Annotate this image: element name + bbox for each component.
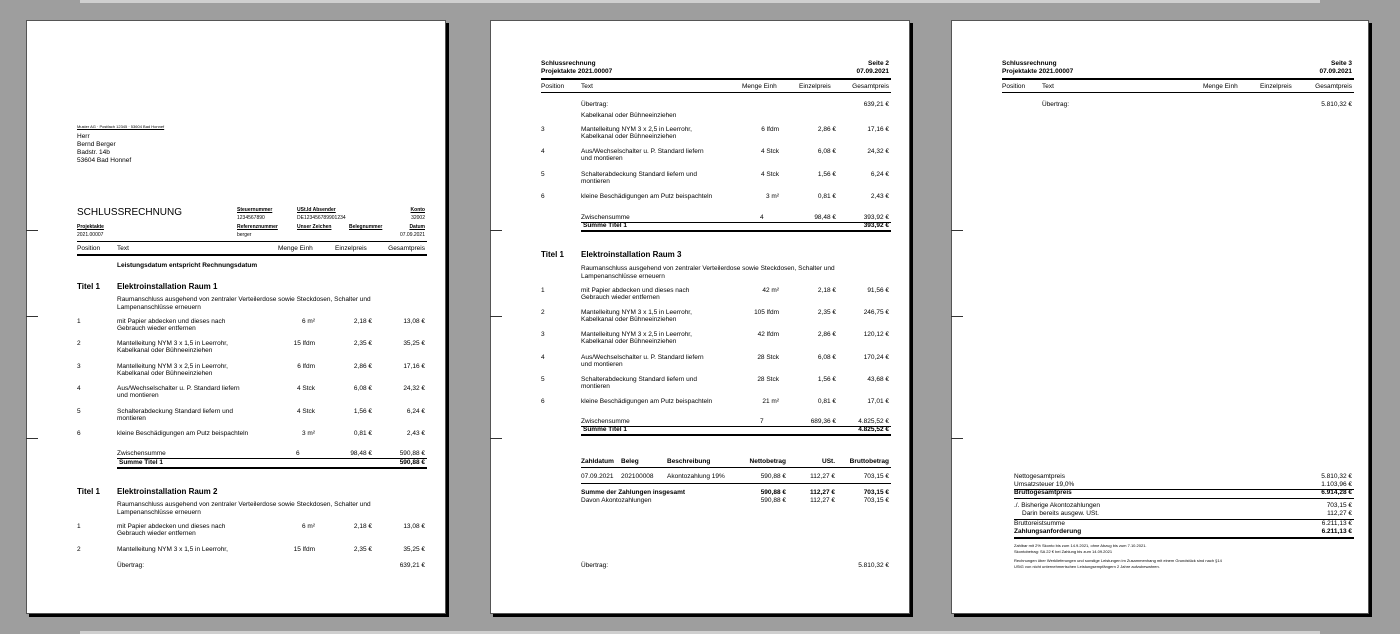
item-menge: 42 m²	[762, 287, 779, 294]
item-gesamtpreis: 24,32 €	[867, 148, 889, 156]
col-menge: Menge Einh	[742, 83, 777, 90]
item-gesamtpreis: 120,12 €	[863, 331, 889, 339]
summe-titel-value: 393,92 €	[863, 222, 889, 229]
item-gesamtpreis: 13,08 €	[403, 318, 425, 325]
item-text-line: Gebrauch wieder entfernen	[581, 294, 660, 301]
item-text	[117, 363, 228, 377]
item-text	[117, 430, 248, 437]
pay-davon-ust: 112,27 €	[810, 497, 835, 504]
description-line: Lampenanschlüsse erneuern	[117, 304, 201, 311]
datum-label: Datum	[409, 224, 425, 230]
item-einzelpreis: 2,86 €	[817, 331, 836, 339]
item-text	[581, 171, 697, 185]
invoice-page-1	[26, 20, 446, 614]
header-date: 07.09.2021	[856, 68, 889, 75]
fold-mark	[490, 316, 502, 317]
unser-zeichen-label: Unser Zeichen	[297, 224, 332, 230]
item-text-line: montieren	[581, 177, 610, 185]
item-position: 3	[541, 126, 545, 133]
pay-row-rule	[581, 483, 891, 484]
totals-ust-value: 1.103,96 €	[1321, 481, 1352, 488]
fold-mark	[26, 438, 38, 439]
item-gesamtpreis: 6,24 €	[406, 407, 425, 415]
akonto-value: 703,15 €	[1326, 502, 1352, 509]
zahlungsanforderung-value: 6.211,13 €	[1321, 528, 1352, 535]
item-menge: 6 m²	[302, 523, 315, 530]
zwischensumme-ep: 98,48 €	[350, 450, 372, 457]
item-gesamtpreis: 24,32 €	[403, 385, 425, 393]
restsumme-value: 6.211,13 €	[1321, 520, 1352, 527]
beleg-label: Belegnummer	[349, 224, 383, 230]
item-position: 4	[541, 353, 545, 361]
item-einzelpreis: 6,08 €	[353, 385, 372, 393]
col-gesamtpreis: Gesamtpreis	[852, 83, 889, 90]
item-position: 3	[77, 362, 81, 370]
leistungsdatum-note: Leistungsdatum entspricht Rechnungsdatum	[117, 262, 258, 269]
totals-rule	[1014, 498, 1354, 499]
sum-rule	[581, 426, 891, 427]
title3-name: Elektroinstallation Raum 3	[581, 250, 682, 259]
col-position: Position	[1002, 83, 1026, 90]
col-menge: Menge Einh	[278, 245, 313, 252]
uebertrag-value: 5.810,32 €	[1321, 101, 1352, 108]
item-text	[581, 354, 704, 368]
fold-mark	[951, 438, 963, 439]
item-menge: 15 lfdm	[293, 545, 315, 553]
item-menge: 15 lfdm	[293, 340, 315, 348]
item-text	[117, 523, 225, 537]
item-text-line: Kabelkanal oder Bühneeinziehen	[117, 347, 213, 355]
uebertrag-label: Übertrag:	[581, 101, 609, 108]
recipient-line: Badstr. 14b	[77, 149, 110, 156]
ustid-label: USt.Id Absender	[297, 207, 336, 213]
item-text-line: Mantelleitung NYM 3 x 2,5 in Leerrohr,	[581, 126, 692, 133]
totals-brutto-value: 6.914,28 €	[1321, 489, 1352, 496]
sum-rule-thick	[581, 434, 891, 436]
summe-titel-label: Summe Titel 1	[119, 459, 163, 466]
note-line: Rechnungen über Werklieferungen und sonstige Leistungen im Zusammenhang mit einem Grundstück sind nach §14	[1014, 558, 1222, 563]
header-rule-thick	[1002, 78, 1354, 80]
sum-rule-thick	[117, 467, 427, 469]
header-project: Projektakte 2021.00007	[541, 68, 613, 75]
item-text-line: mit Papier abdecken und dieses nach	[117, 523, 226, 530]
header-title: Schlussrechnung	[541, 60, 596, 67]
uebertrag-out-value: 5.810,32 €	[858, 562, 889, 569]
pay-col-beschreibung: Beschreibung	[667, 458, 711, 465]
summe-titel-label: Summe Titel 1	[583, 426, 627, 433]
item-einzelpreis: 2,35 €	[353, 340, 372, 348]
sum-rule	[581, 222, 891, 223]
konto-label: Konto	[410, 207, 425, 213]
item-text-line: und montieren	[581, 155, 623, 163]
col-text: Text	[1042, 83, 1054, 90]
item-text-line: und montieren	[581, 360, 623, 368]
item-position: 2	[77, 545, 81, 553]
item-text-line: Schalterabdeckung Standard liefern und	[581, 170, 697, 178]
item-text-line: Gebrauch wieder entfernen	[117, 530, 196, 537]
item-einzelpreis: 2,35 €	[353, 545, 372, 553]
uebertrag-label: Übertrag:	[581, 562, 609, 569]
totals-rule	[1014, 519, 1354, 520]
item-text-line: mit Papier abdecken und dieses nach	[117, 318, 226, 325]
zwischensumme-label: Zwischensumme	[117, 450, 166, 457]
pay-header-rule	[581, 467, 891, 468]
item-position: 1	[77, 318, 81, 325]
item-text-line: Mantelleitung NYM 3 x 2,5 in Leerrohr,	[117, 362, 228, 370]
item-gesamtpreis: 35,25 €	[403, 545, 425, 553]
item-einzelpreis: 2,35 €	[817, 309, 836, 317]
recipient-address	[77, 133, 131, 165]
item-einzelpreis: 6,08 €	[817, 148, 836, 156]
zwischensumme-menge: 4	[760, 214, 764, 221]
item-text-line: Gebrauch wieder entfernen	[117, 325, 196, 332]
steuernummer-label: Steuernummer	[237, 207, 273, 213]
item-menge: 28 Stck	[757, 353, 779, 361]
description-line: Lampenanschlüsse erneuern	[581, 273, 665, 280]
akonto-ust-label: Darin bereits ausgew. USt.	[1022, 510, 1099, 517]
item-position: 5	[541, 375, 545, 383]
datum-value: 07.09.2021	[399, 232, 425, 238]
item-position: 3	[541, 331, 545, 339]
item-text	[581, 126, 692, 140]
pay-row-beschreibung: Akontozahlung 19%	[667, 473, 725, 480]
item-text-line: Kabelkanal oder Bühneeinziehen	[581, 316, 677, 324]
continued-text: Kabelkanal oder Bühneeinziehen	[581, 112, 677, 119]
uebertrag-label: Übertrag:	[1042, 101, 1070, 108]
item-position: 2	[541, 309, 545, 317]
col-position: Position	[77, 245, 101, 252]
pay-davon-label: Davon Akontozahlungen	[581, 497, 652, 504]
item-text	[117, 318, 225, 332]
item-text-line: mit Papier abdecken und dieses nach	[581, 287, 690, 294]
pay-col-ust: USt.	[822, 458, 835, 465]
item-einzelpreis: 1,56 €	[817, 170, 836, 178]
item-position: 6	[541, 192, 545, 200]
item-menge: 4 Stck	[296, 385, 315, 393]
item-gesamtpreis: 170,24 €	[863, 353, 889, 361]
pay-row-ust: 112,27 €	[810, 473, 835, 480]
item-gesamtpreis: 91,56 €	[867, 287, 889, 294]
item-gesamtpreis: 6,24 €	[870, 170, 889, 178]
zwischensumme-ep: 689,36 €	[810, 418, 836, 425]
zwischensumme-gp: 590,88 €	[399, 450, 425, 457]
item-position: 5	[541, 170, 545, 178]
pay-davon-brutto: 703,15 €	[863, 497, 889, 504]
zwischensumme-menge: 7	[760, 418, 764, 425]
item-text-line: und montieren	[117, 392, 159, 400]
totals-netto-label: Nettogesamtpreis	[1014, 473, 1065, 480]
zahlungsanforderung-label: Zahlungsanforderung	[1014, 528, 1082, 535]
item-text	[581, 309, 692, 323]
akonto-label: ./. Bisherige Akontozahlungen	[1014, 502, 1101, 509]
header-rule-thick	[77, 254, 427, 256]
pay-col-netto: Nettobetrag	[749, 458, 786, 465]
fold-mark	[951, 230, 963, 231]
header-rule-thick	[541, 78, 891, 80]
pay-col-datum: Zahldatum	[581, 458, 614, 465]
pay-row-datum: 07.09.2021	[581, 473, 614, 480]
summe-titel-value: 590,88 €	[399, 459, 425, 466]
col-position: Position	[541, 83, 565, 90]
title3-label: Titel 1	[541, 250, 564, 259]
item-text-line: kleine Beschädigungen am Putz beispachteln	[117, 430, 249, 437]
title2-label: Titel 1	[77, 487, 100, 496]
item-gesamtpreis: 2,43 €	[870, 192, 889, 200]
totals-ust-label: Umsatzsteuer 19,0%	[1014, 481, 1075, 488]
item-text-line: Schalterabdeckung Standard liefern und	[581, 375, 697, 383]
restsumme-label: Bruttoreistsumme	[1014, 520, 1065, 527]
konto-value: 32002	[411, 215, 425, 221]
col-text: Text	[581, 83, 593, 90]
title2-description	[117, 501, 371, 517]
steuernummer-value: 1234567890	[237, 215, 265, 221]
item-menge: 6 lfdm	[761, 126, 779, 133]
pay-col-beleg: Beleg	[621, 458, 639, 465]
item-text-line: montieren	[581, 382, 610, 390]
description-line: Lampenanschlüsse erneuern	[117, 509, 201, 516]
item-gesamtpreis: 35,25 €	[403, 340, 425, 348]
item-gesamtpreis: 17,01 €	[867, 398, 889, 405]
col-einzelpreis: Einzelpreis	[1260, 83, 1292, 90]
item-position: 5	[77, 407, 81, 415]
col-text: Text	[117, 245, 129, 252]
header-project: Projektakte 2021.00007	[1002, 68, 1074, 75]
akonto-ust-value: 112,27 €	[1327, 510, 1352, 517]
item-menge: 4 Stck	[760, 148, 779, 156]
referenz-value: berger	[237, 232, 252, 238]
item-position: 2	[77, 340, 81, 348]
header-rule	[1002, 92, 1354, 93]
item-text	[581, 331, 692, 345]
item-text-line: montieren	[117, 414, 146, 422]
pay-sum-netto: 590,88 €	[760, 489, 786, 496]
item-text-line: Schalterabdeckung Standard liefern und	[117, 407, 233, 415]
projekt-label: Projektakte	[77, 224, 104, 230]
item-gesamtpreis: 2,43 €	[406, 430, 425, 437]
item-menge: 6 m²	[302, 318, 315, 325]
fold-mark	[490, 438, 502, 439]
item-einzelpreis: 0,81 €	[817, 192, 836, 200]
payment-notes	[1014, 543, 1222, 570]
note-line: Zahlbar mit 2% Skonto bis zum 14.9.2021, ohne Abzug bis zum 7.10.2021.	[1014, 543, 1147, 548]
zwischensumme-label: Zwischensumme	[581, 418, 630, 425]
totals-rule-thick	[1014, 537, 1354, 539]
item-menge: 105 lfdm	[754, 309, 779, 317]
note-line: UStG von nicht unternehmerischen Leistungsempfängern 2 Jahre aufzubewahren.	[1014, 564, 1160, 569]
invoice-page-2	[490, 20, 910, 614]
col-menge: Menge Einh	[1203, 83, 1238, 90]
document-title: SCHLUSSRECHNUNG	[77, 207, 183, 218]
item-text-line: Mantelleitung NYM 3 x 2,5 in Leerrohr,	[581, 331, 692, 339]
invoice-page-3	[951, 20, 1369, 614]
top-edge-strip	[80, 0, 1320, 3]
title3-description	[581, 265, 835, 281]
header-page-number: Seite 2	[868, 60, 889, 67]
sum-rule-thick	[581, 230, 891, 232]
item-gesamtpreis: 43,68 €	[867, 375, 889, 383]
item-text-line: Aus/Wechselschalter u. P. Standard liefern	[581, 353, 704, 361]
item-text-line: Kabelkanal oder Bühneeinziehen	[117, 369, 213, 377]
totals-brutto-label: Bruttogesamtpreis	[1014, 489, 1072, 496]
item-einzelpreis: 2,86 €	[817, 126, 836, 133]
col-einzelpreis: Einzelpreis	[335, 245, 367, 252]
zwischensumme-gp: 4.825,52 €	[858, 418, 889, 425]
header-title: Schlussrechnung	[1002, 60, 1057, 67]
description-line: Raumanschluss ausgehend von zentraler Verteilerdose sowie Steckdosen, Schalter und	[581, 265, 835, 272]
item-einzelpreis: 1,56 €	[353, 407, 372, 415]
item-einzelpreis: 2,18 €	[817, 287, 836, 294]
item-text-line: Aus/Wechselschalter u. P. Standard liefern	[117, 385, 240, 393]
item-menge: 42 lfdm	[757, 331, 779, 339]
col-gesamtpreis: Gesamtpreis	[388, 245, 425, 252]
title1-description	[117, 296, 371, 312]
item-einzelpreis: 2,18 €	[353, 523, 372, 530]
item-menge: 4 Stck	[296, 407, 315, 415]
item-gesamtpreis: 17,16 €	[403, 362, 425, 370]
item-text-line: Mantelleitung NYM 3 x 1,5 in Leerrohr,	[581, 309, 692, 317]
pay-davon-netto: 590,88 €	[760, 497, 786, 504]
note-line: Skontobetrag: SA 22 € bei Zahlung bis zum 14.09.2021	[1014, 549, 1113, 554]
item-text-line: kleine Beschädigungen am Putz beispachteln	[581, 398, 713, 405]
pay-row-beleg: 202100008	[621, 473, 654, 480]
zwischensumme-gp: 393,92 €	[863, 214, 889, 221]
summe-titel-label: Summe Titel 1	[583, 222, 627, 229]
recipient-line: Herr	[77, 133, 90, 140]
item-position: 6	[541, 398, 545, 405]
fold-mark	[951, 316, 963, 317]
item-einzelpreis: 2,86 €	[353, 362, 372, 370]
projekt-value: 2021.00007	[77, 232, 104, 238]
item-position: 1	[77, 523, 81, 530]
item-menge: 6 lfdm	[297, 362, 315, 370]
summe-titel-value: 4.825,52 €	[858, 426, 889, 433]
title2-name: Elektroinstallation Raum 2	[117, 487, 218, 496]
item-text-line: Mantelleitung NYM 3 x 1,5 in Leerrohr,	[117, 545, 228, 553]
fold-mark	[26, 316, 38, 317]
item-gesamtpreis: 246,75 €	[863, 309, 889, 317]
fold-mark	[490, 230, 502, 231]
referenz-label: Referenznummer	[237, 224, 278, 230]
title1-name: Elektroinstallation Raum 1	[117, 282, 218, 291]
sender-line: Muster AG · Postfach 12345 · 53604 Bad Honnef	[77, 124, 165, 129]
zwischensumme-label: Zwischensumme	[581, 214, 630, 221]
item-gesamtpreis: 17,16 €	[867, 126, 889, 133]
item-text	[581, 193, 712, 200]
item-einzelpreis: 6,08 €	[817, 353, 836, 361]
item-text	[117, 385, 240, 399]
description-line: Raumanschluss ausgehend von zentraler Verteilerdose sowie Steckdosen, Schalter und	[117, 296, 371, 303]
item-text	[581, 287, 689, 301]
title1-label: Titel 1	[77, 282, 100, 291]
item-menge: 3 m²	[766, 192, 779, 200]
col-einzelpreis: Einzelpreis	[799, 83, 831, 90]
pay-sum-label: Summe der Zahlungen insgesamt	[581, 489, 686, 496]
item-menge: 3 m²	[302, 430, 315, 437]
pay-sum-ust: 112,27 €	[810, 489, 835, 496]
item-menge: 21 m²	[762, 398, 779, 405]
totals-netto-value: 5.810,32 €	[1321, 473, 1352, 480]
uebertrag-value: 639,21 €	[399, 562, 425, 569]
item-text-line: Mantelleitung NYM 3 x 1,5 in Leerrohr,	[117, 340, 228, 348]
item-text	[117, 546, 228, 553]
uebertrag-in-value: 639,21 €	[863, 101, 889, 108]
header-date: 07.09.2021	[1319, 68, 1352, 75]
item-einzelpreis: 0,81 €	[353, 430, 372, 437]
item-text-line: Kabelkanal oder Bühneeinziehen	[581, 338, 677, 346]
sum-rule	[117, 458, 427, 459]
item-text	[581, 376, 697, 390]
item-einzelpreis: 1,56 €	[817, 375, 836, 383]
item-text	[117, 340, 228, 354]
pay-row-brutto: 703,15 €	[863, 473, 889, 480]
item-menge: 28 Stck	[757, 375, 779, 383]
col-gesamtpreis: Gesamtpreis	[1315, 83, 1352, 90]
recipient-line: 53604 Bad Honnef	[77, 157, 132, 164]
item-position: 1	[541, 287, 545, 294]
item-position: 4	[77, 385, 81, 393]
zwischensumme-ep: 98,48 €	[814, 214, 836, 221]
item-position: 4	[541, 148, 545, 156]
description-line: Raumanschluss ausgehend von zentraler Verteilerdose sowie Steckdosen, Schalter und	[117, 501, 371, 508]
item-einzelpreis: 0,81 €	[817, 398, 836, 405]
zwischensumme-menge: 6	[296, 450, 300, 457]
item-einzelpreis: 2,18 €	[353, 318, 372, 325]
pay-col-brutto: Bruttobetrag	[849, 458, 889, 465]
item-text	[117, 408, 233, 422]
uebertrag-label: Übertrag:	[117, 562, 145, 569]
pay-sum-brutto: 703,15 €	[863, 489, 889, 496]
fold-mark	[26, 230, 38, 231]
item-menge: 4 Stck	[760, 170, 779, 178]
item-text	[581, 398, 712, 405]
item-text-line: Kabelkanal oder Bühneeinziehen	[581, 133, 677, 140]
header-rule	[541, 92, 891, 93]
ustid-value: DE123456789901234	[297, 215, 346, 221]
item-gesamtpreis: 13,08 €	[403, 523, 425, 530]
item-position: 6	[77, 430, 81, 437]
item-text-line: Aus/Wechselschalter u. P. Standard liefern	[581, 148, 704, 156]
header-rule	[77, 241, 427, 242]
item-text	[581, 148, 704, 162]
pay-row-netto: 590,88 €	[760, 473, 786, 480]
recipient-line: Bernd Berger	[77, 141, 116, 148]
item-text-line: kleine Beschädigungen am Putz beispachteln	[581, 192, 713, 200]
header-page-number: Seite 3	[1331, 60, 1352, 67]
